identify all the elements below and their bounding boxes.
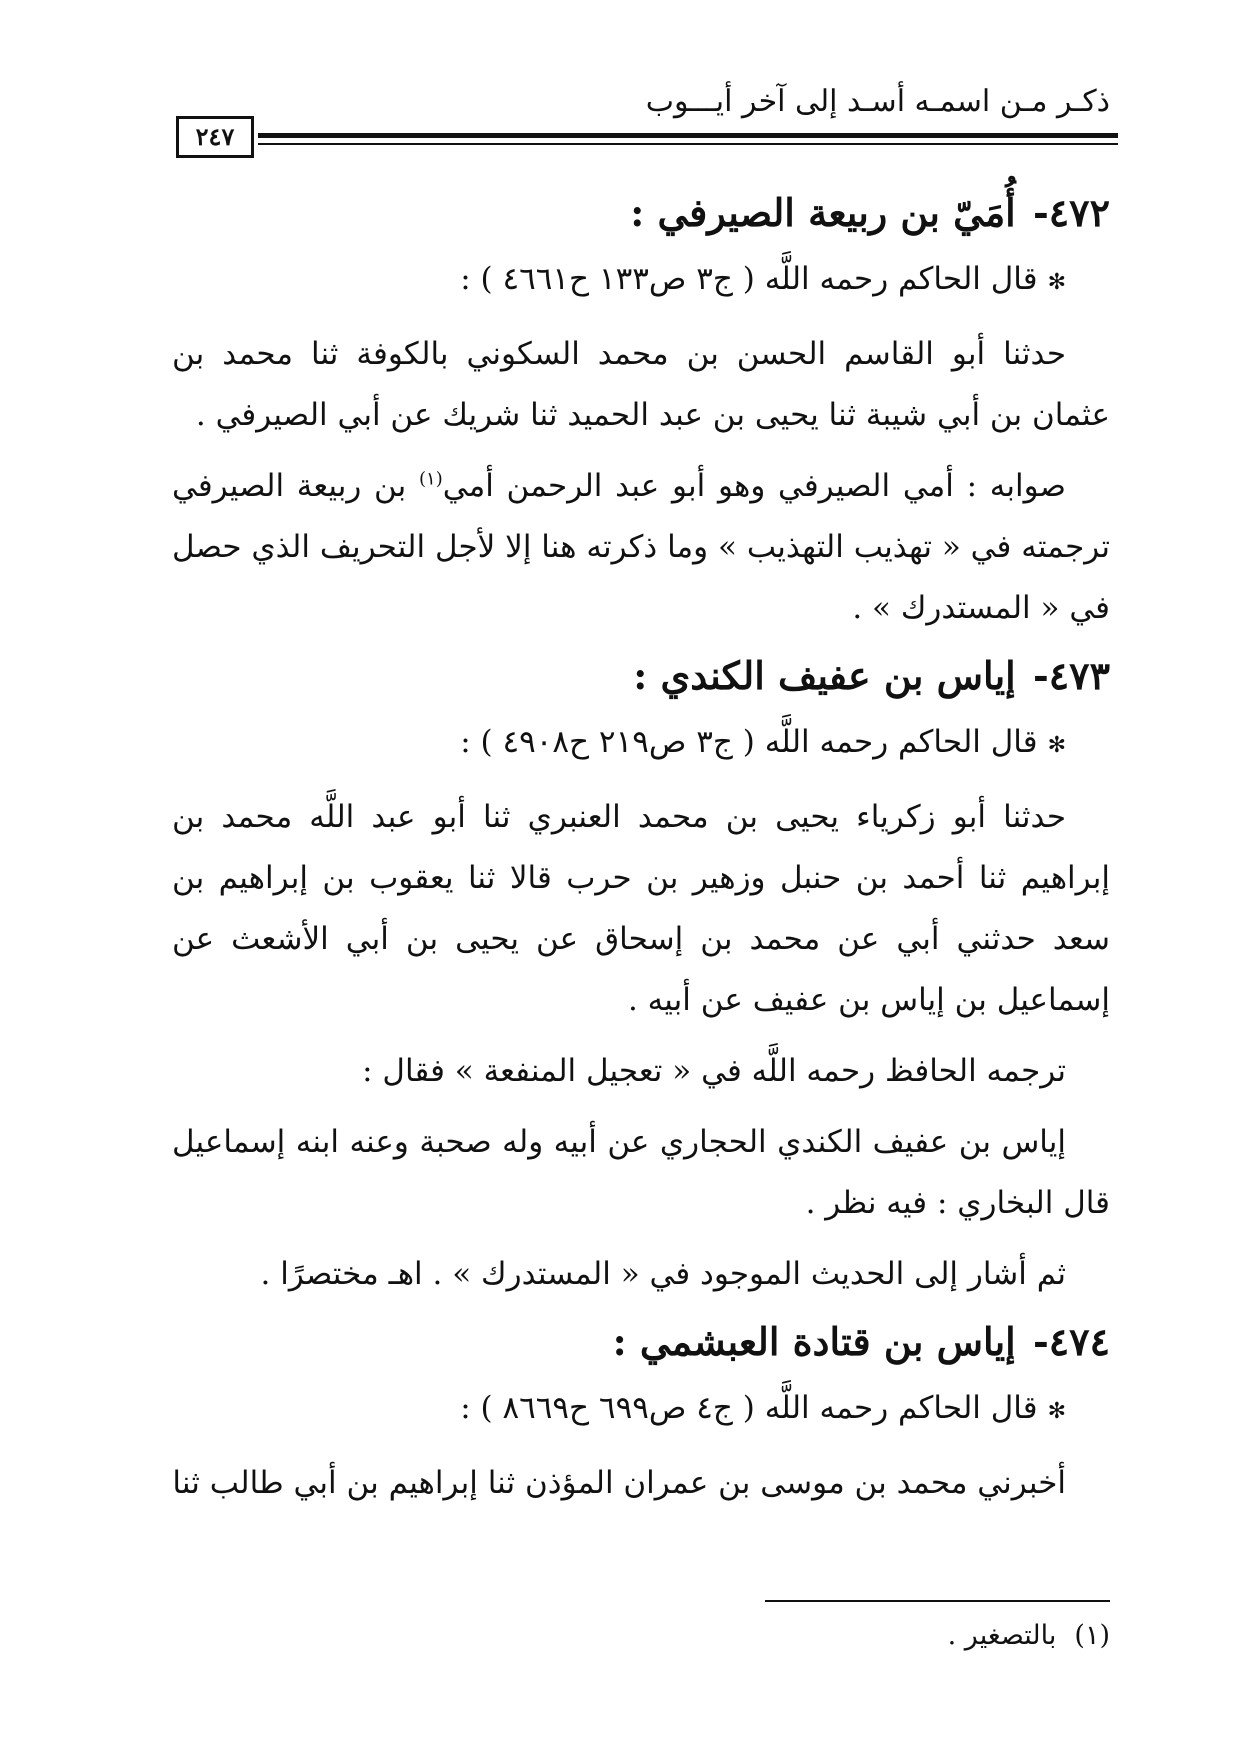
entry-heading	[172, 649, 1110, 703]
citation-line	[172, 717, 1066, 771]
commentary-text: صوابه : أمي الصيرفي وهو أبو عبد الرحمن أمي	[442, 468, 1066, 504]
footnote	[948, 1616, 1110, 1656]
citation-text: قال الحاكم رحمه اللَّه ( ج٣ ص٢١٩ ح٤٩٠٨ ) :	[460, 724, 1038, 760]
commentary-paragraph	[172, 456, 1110, 639]
entry-heading	[172, 1315, 1110, 1369]
asterisk-icon: ✻	[1047, 270, 1066, 295]
footnote-mark: (١)	[1074, 1620, 1110, 1651]
asterisk-icon: ✻	[1047, 1399, 1066, 1424]
citation-line	[172, 1383, 1066, 1437]
isnad-paragraph: أخبرني محمد بن موسى بن عمران المؤذن ثنا إبراهيم بن أبي طالب ثنا	[172, 1465, 1066, 1501]
entry-name: إياس بن قتادة العبشمي :	[612, 1319, 1016, 1364]
page-body	[172, 186, 1110, 1524]
isnad-paragraph: حدثنا أبو القاسم الحسن بن محمد السكوني بالكوفة ثنا محمد بن عثمان بن أبي شيبة ثنا يحيى بن عبد الحميد ثنا شريك عن أبي الصيرفي .	[172, 336, 1110, 433]
page-number-box: ٢٤٧	[176, 116, 254, 158]
asterisk-icon: ✻	[1047, 733, 1066, 758]
entry-heading	[172, 186, 1110, 240]
entry-number: ٤٧٣-	[1032, 653, 1110, 698]
quote-paragraph: إياس بن عفيف الكندي الحجاري عن أبيه وله صحبة وعنه ابنه إسماعيل قال البخاري : فيه نظر .	[172, 1124, 1110, 1221]
footnote-separator	[765, 1600, 1110, 1602]
citation-line	[172, 254, 1066, 308]
footnote-reference: (١)	[419, 468, 443, 490]
commentary-paragraph: ثم أشار إلى الحديث الموجود في « المستدرك » . اهـ مختصرًا .	[260, 1256, 1066, 1292]
footnote-text: بالتصغير .	[947, 1620, 1057, 1651]
entry-number: ٤٧٤-	[1032, 1319, 1110, 1364]
isnad-paragraph: حدثنا أبو زكرياء يحيى بن محمد العنبري ثنا أبو عبد اللَّه محمد بن إبراهيم ثنا أحمد بن حنبل وزهير بن حرب قالا ثنا يعقوب بن إبراهيم بن سعد حدثني أبي عن محمد بن إسحاق عن يحيى بن أبي الأشعث عن إسماعيل بن إياس بن عفيف عن أبيه .	[172, 799, 1110, 1018]
entry-name: إياس بن عفيف الكندي :	[633, 653, 1016, 698]
commentary-text-continued: بن ربيعة الصيرفي ترجمته في « تهذيب التهذيب » وما ذكرته هنا إلا لأجل التحريف الذي حصل في « المستدرك » .	[172, 468, 1110, 626]
header-rule	[258, 133, 1118, 138]
citation-text: قال الحاكم رحمه اللَّه ( ج٣ ص١٣٣ ح٤٦٦١ ) :	[460, 261, 1038, 297]
running-header-title: ذكـر مـن اسمـه أسـد إلى آخر أيـــوب	[645, 84, 1110, 119]
commentary-paragraph: ترجمه الحافظ رحمه اللَّه في « تعجيل المنفعة » فقال :	[362, 1053, 1066, 1089]
header-rule-thin	[258, 143, 1118, 145]
entry-number: ٤٧٢-	[1032, 190, 1110, 235]
entry-name: أُمَيّ بن ربيعة الصيرفي :	[630, 190, 1016, 235]
citation-text: قال الحاكم رحمه اللَّه ( ج٤ ص٦٩٩ ح٨٦٦٩ ) :	[460, 1390, 1038, 1426]
